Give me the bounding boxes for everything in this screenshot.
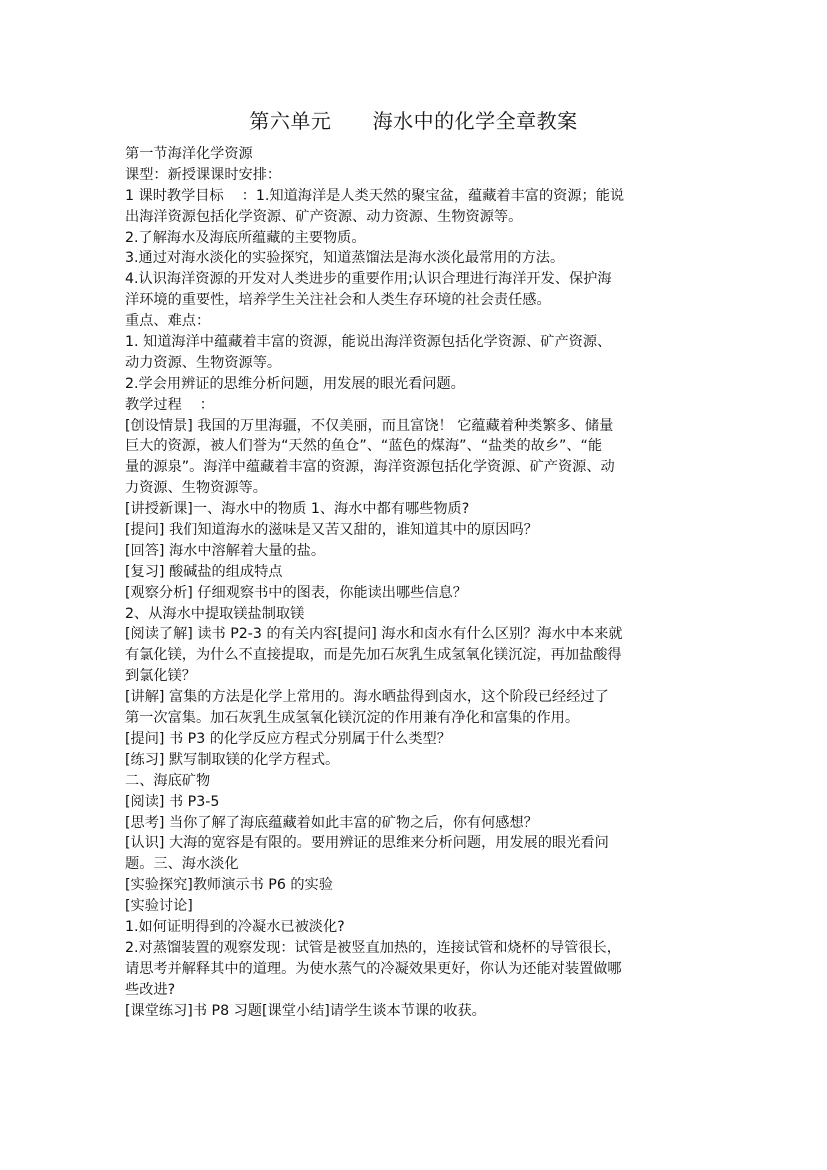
text-line: 些改进? (125, 981, 176, 998)
text-line: 2.对蒸馏装置的观察发现：试管是被竖直加热的，连接试管和烧杯的导管很长， (125, 939, 621, 956)
text-line: 洋环境的重要性，培养学生关注社会和人类生存环境的社会责任感。 (125, 292, 551, 309)
text-line: 二、海底矿物 (125, 772, 211, 789)
text-line: 出海洋资源包括化学资源、矿产资源、动力资源、生物资源等。 (125, 208, 523, 225)
text-line: 课型：新授课课时安排： (125, 166, 282, 183)
text-line: 2.了解海水及海底所蕴藏的主要物质。 (125, 229, 366, 246)
text-line: [思考] 当你了解了海底蕴藏着如此丰富的矿物之后，你有何感想？ (125, 814, 538, 831)
text-line: [创设情景] 我国的万里海疆，不仅美丽，而且富饶！ 它蕴藏着种类繁多、储量 (125, 417, 614, 434)
text-line: [课堂练习]书 P8 习题[课堂小结]请学生谈本节课的收获。 (125, 1002, 486, 1019)
text-line: 1 课时教学目标 ：1.知道海洋是人类天然的聚宝盆，蕴藏着丰富的资源；能说 (125, 187, 625, 204)
text-line: 1. 知道海洋中蕴藏着丰富的资源，能说出海洋资源包括化学资源、矿产资源、 (125, 334, 612, 351)
text-line: [实验讨论] (125, 898, 193, 915)
text-line: 到氯化镁？ (125, 668, 196, 685)
text-line: [阅读了解] 读书 P2-3 的有关内容[提问] 海水和卤水有什么区别？海水中本来就 (125, 626, 623, 643)
text-line: [认识] 大海的宽容是有限的。要用辨证的思维来分析问题，用发展的眼光看问 (125, 835, 609, 852)
document-title: 第六单元 海水中的化学全章教案 (249, 109, 578, 133)
text-line: [讲授新课]一、海水中的物质 1、海水中都有哪些物质? (125, 501, 470, 518)
text-line: [讲解] 富集的方法是化学上常用的。海水晒盐得到卤水，这个阶段已经经过了 (125, 689, 609, 706)
text-line: [练习] 默写制取镁的化学方程式。 (125, 751, 340, 768)
text-line: 4.认识海洋资源的开发对人类进步的重要作用;认识合理进行海洋开发、保护海 (125, 271, 612, 288)
text-line: 力资源、生物资源等。 (125, 480, 267, 497)
text-line: 2.学会用辨证的思维分析问题，用发展的眼光看问题。 (125, 375, 465, 392)
text-line: [提问] 书 P3 的化学反应方程式分别属于什么类型？ (125, 730, 451, 747)
document-body (125, 144, 707, 1021)
text-line: 第一次富集。加石灰乳生成氢氧化镁沉淀的作用兼有净化和富集的作用。 (125, 710, 580, 727)
text-line: 量的源泉”。海洋中蕴藏着丰富的资源，海洋资源包括化学资源、矿产资源、动 (125, 459, 615, 476)
text-line: [实验探究]教师演示书 P6 的实验 (125, 877, 333, 894)
text-line: 3.通过对海水淡化的实验探究，知道蒸馏法是海水淡化最常用的方法。 (125, 250, 565, 267)
text-line: 动力资源、生物资源等。 (125, 354, 282, 371)
text-line: 请思考并解释其中的道理。为使水蒸气的冷凝效果更好，你认为还能对装置做哪 (125, 960, 622, 977)
text-line: [观察分析] 仔细观察书中的图表，你能读出哪些信息？ (125, 584, 467, 601)
text-line: 教学过程 ： (125, 396, 214, 413)
text-line: [回答] 海水中溶解着大量的盐。 (125, 542, 326, 559)
text-line: 题。三、海水淡化 (125, 856, 239, 873)
text-line: 2、从海水中提取镁盐制取镁 (125, 605, 305, 622)
text-line: 有氯化镁，为什么不直接提取，而是先加石灰乳生成氢氧化镁沉淀，再加盐酸得 (125, 647, 622, 664)
text-line: [提问] 我们知道海水的滋味是又苦又甜的，谁知道其中的原因吗？ (125, 522, 538, 539)
text-line: 1.如何证明得到的冷凝水已被淡化? (125, 918, 345, 935)
text-line: 重点、难点： (125, 313, 211, 330)
text-line: [复习] 酸碱盐的组成特点 (125, 563, 283, 580)
text-line: 第一节海洋化学资源 (125, 146, 253, 162)
text-line: 巨大的资源，被人们誉为“天然的鱼仓”、“蓝色的煤海”、“盐类的故乡”、“能 (125, 438, 603, 455)
text-line: [阅读] 书 P3-5 (125, 793, 220, 810)
